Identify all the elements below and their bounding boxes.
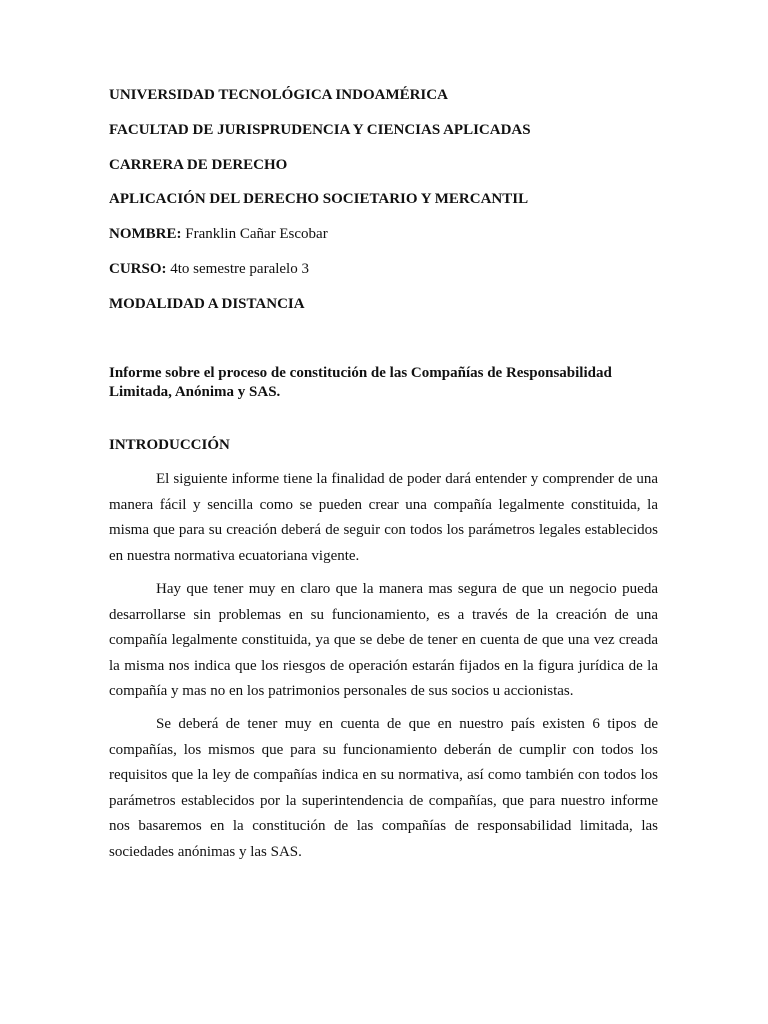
subject-heading: APLICACIÓN DEL DERECHO SOCIETARIO Y MERCANTIL bbox=[109, 191, 529, 207]
report-title: Informe sobre el proceso de constitución de las Compañías de Responsabilidad Limitada, Anónima y SAS. bbox=[109, 365, 612, 400]
intro-paragraph-3: Se deberá de tener muy en cuenta de que en nuestro país existen 6 tipos de compañías, los mismos que para su funcionamiento deberán de cumplir con todos los requisitos que la ley de compañías indica en su normativa, así como también con todos los parámetros establecidos por la superintendencia de compañías, que para nuestro informe nos basaremos en la constitución de las compañías de responsabilidad limitada, las sociedades anónimas y las SAS. bbox=[109, 716, 658, 860]
name-label: NOMBRE: bbox=[109, 226, 182, 242]
course-value: 4to semestre paralelo 3 bbox=[166, 261, 309, 277]
university-heading: UNIVERSIDAD TECNOLÓGICA INDOAMÉRICA bbox=[109, 87, 448, 103]
course-line bbox=[109, 260, 309, 278]
introduction-heading: INTRODUCCIÓN bbox=[109, 437, 230, 453]
modality-heading: MODALIDAD A DISTANCIA bbox=[109, 296, 305, 312]
student-name-line bbox=[109, 225, 328, 243]
career-heading: CARRERA DE DERECHO bbox=[109, 157, 288, 173]
course-label: CURSO: bbox=[109, 261, 167, 277]
intro-paragraph-2: Hay que tener muy en claro que la manera mas segura de que un negocio pueda desarrollarse sin problemas en su funcionamiento, es a través de la creación de una compañía legalmente constituida, ya que se debe de tener en cuenta de que una vez creada la misma nos indica que los riesgos de operación estarán fijados en la figura jurídica de la compañía y mas no en los patrimonios personales de sus socios u accionistas. bbox=[109, 581, 658, 699]
name-value: Franklin Cañar Escobar bbox=[181, 226, 328, 242]
intro-paragraph-1: El siguiente informe tiene la finalidad de poder dará entender y comprender de una manera fácil y sencilla como se pueden crear una compañía legalmente constituida, la misma que para su creación deberá de seguir con todos los parámetros legales establecidos en nuestra normativa ecuatoriana vigente. bbox=[109, 471, 658, 564]
faculty-heading: FACULTAD DE JURISPRUDENCIA Y CIENCIAS APLICADAS bbox=[109, 122, 531, 138]
